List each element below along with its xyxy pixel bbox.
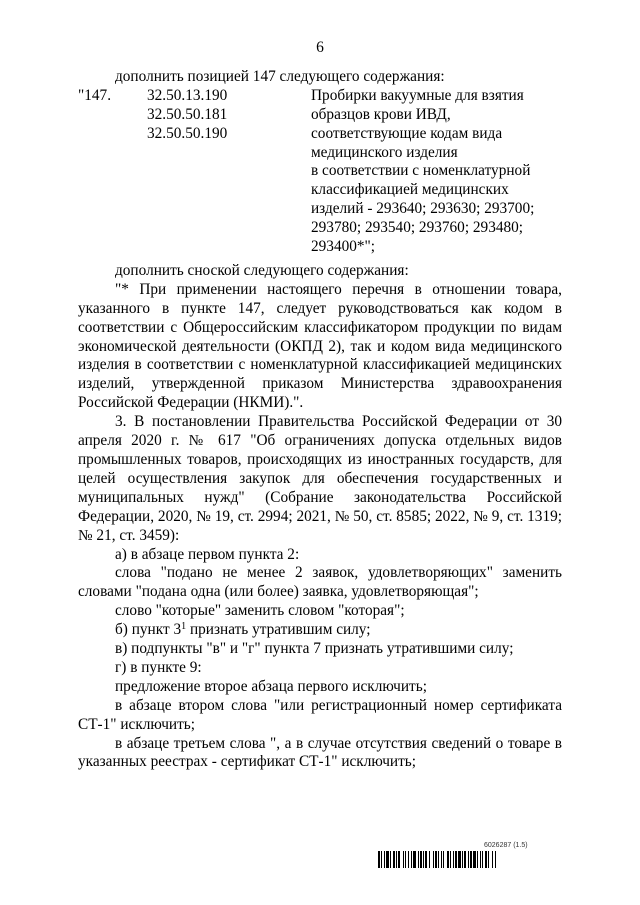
barcode-bar [495, 851, 496, 868]
subitem-b-text: б) пункт 3 [115, 621, 182, 639]
entry-description-line: образцов крови ИВД, [311, 105, 451, 123]
barcode-bar [381, 851, 382, 868]
barcode-bar [403, 851, 404, 868]
entry-description-line: в соответствии с номенклатурной [311, 162, 531, 180]
entry-description-line: 293400*"; [311, 238, 376, 256]
barcode [378, 851, 560, 868]
barcode-bar [455, 851, 457, 868]
barcode-bar [386, 851, 389, 868]
barcode-bar [393, 851, 395, 868]
barcode-bar [425, 851, 427, 868]
barcode-bar [408, 851, 409, 868]
subitem-b [78, 621, 562, 640]
barcode-bar [482, 851, 483, 868]
barcode-bar [378, 851, 380, 868]
entry-description-line: медицинского изделия [311, 143, 458, 161]
entry-code: 32.50.50.190 [147, 124, 228, 142]
barcode-bar [433, 851, 434, 868]
document-body [78, 68, 562, 772]
subitem-v: в) подпункты "в" и "г" пункта 7 признать утратившими силу; [115, 640, 514, 658]
barcode-bar [418, 851, 419, 868]
barcode-bar [447, 851, 449, 868]
page-number: 6 [316, 39, 324, 56]
barcode-number: 6026287 (1.5) [484, 842, 528, 849]
words-replace: слова "подано не менее 2 заявок, удовлетворяющих" заменить словами "подана одна (или более) заявка, удовлетворяющая"; [78, 564, 562, 601]
entry-description-line: Пробирки вакуумные для взятия [311, 86, 524, 104]
barcode-bar [443, 851, 444, 868]
footnote-text: "* При применении настоящего перечня в отношении товара, указанного в пункте 147, следует руководствоваться как кодом в соответствии с Общероссийским классификатором продукции по видам экономической деятельности (ОКПД 2), так и кодом вида медицинского изделия в соответствии с номенклатурной классификацией медицинских изделий, утвержденной приказом Министерства здравоохранения Российской Федерации (НКМИ).". [78, 280, 562, 412]
entry-code: 32.50.50.181 [147, 105, 228, 123]
barcode-bar [390, 851, 391, 868]
barcode-bar [411, 851, 412, 868]
list-entry-147 [78, 87, 562, 262]
barcode-bar [405, 851, 406, 868]
barcode-bar [396, 851, 397, 868]
barcode-bar [468, 851, 469, 868]
intro-147: дополнить позицией 147 следующего содержания: [115, 68, 445, 85]
entry-description-line: 293780; 293540; 293760; 293480; [311, 219, 524, 237]
subitem-a: а) в абзаце первом пункта 2: [115, 545, 300, 563]
entry-code: 32.50.13.190 [147, 86, 228, 104]
entry-description [311, 87, 562, 257]
barcode-bar [492, 851, 493, 868]
barcode-bar [435, 851, 437, 868]
paragraph-second-change: в абзаце втором слова "или регистрационный номер сертификата СТ-1" исключить; [78, 696, 562, 733]
barcode-bar [413, 851, 416, 868]
barcode-bar [480, 851, 481, 868]
word-replace: слово "которые" заменить словом "которая"; [115, 602, 405, 620]
barcode-bar [473, 851, 476, 868]
barcode-bar [384, 851, 385, 868]
footnote-intro: дополнить сноской следующего содержания: [115, 261, 409, 279]
barcode-bar [429, 851, 430, 868]
item-3: 3. В постановлении Правительства Российской Федерации от 30 апреля 2020 г. № 617 "Об ограничениях допуска отдельных видов промышленных товаров, происходящих из иностранных государств, для целей осуществления закупок для обеспечения государственных и муниципальных нужд" (Собрание законодательства Российской Федерации, 2020, № 19, ст. 2994; 2021, № 50, ст. 8585; 2022, № 9, ст. 1319; № 21, ст. 3459): [78, 413, 562, 544]
barcode-bar [420, 851, 422, 868]
barcode-bar [462, 851, 463, 868]
subitem-b-tail: признать утратившим силу; [186, 621, 371, 639]
barcode-bar [438, 851, 439, 868]
barcode-bar [488, 851, 489, 868]
barcode-bar [450, 851, 451, 868]
entry-description-line: классификацией медицинских [311, 181, 509, 199]
entry-number: "147. [78, 86, 112, 104]
barcode-bar [441, 851, 442, 868]
barcode-bar [477, 851, 478, 868]
entry-description-line: соответствующие кодам вида [311, 124, 503, 142]
subitem-g: г) в пункте 9: [115, 658, 202, 676]
paragraph-third-change: в абзаце третьем слова ", а в случае отсутствия сведений о товаре в указанных реестрах - сертификат СТ-1" исключить; [78, 734, 562, 771]
barcode-bar [398, 851, 400, 868]
exclude-sentence: предложение второе абзаца первого исключить; [115, 677, 427, 695]
barcode-bar [470, 851, 472, 868]
barcode-bar [423, 851, 424, 868]
subitem-b-superscript: 1 [181, 621, 187, 633]
barcode-bar [458, 851, 461, 868]
entry-codes [147, 87, 227, 144]
barcode-bar [453, 851, 454, 868]
barcode-bar [485, 851, 487, 868]
entry-description-line: изделий - 293640; 293630; 293700; [311, 200, 535, 218]
barcode-bar [464, 851, 466, 868]
